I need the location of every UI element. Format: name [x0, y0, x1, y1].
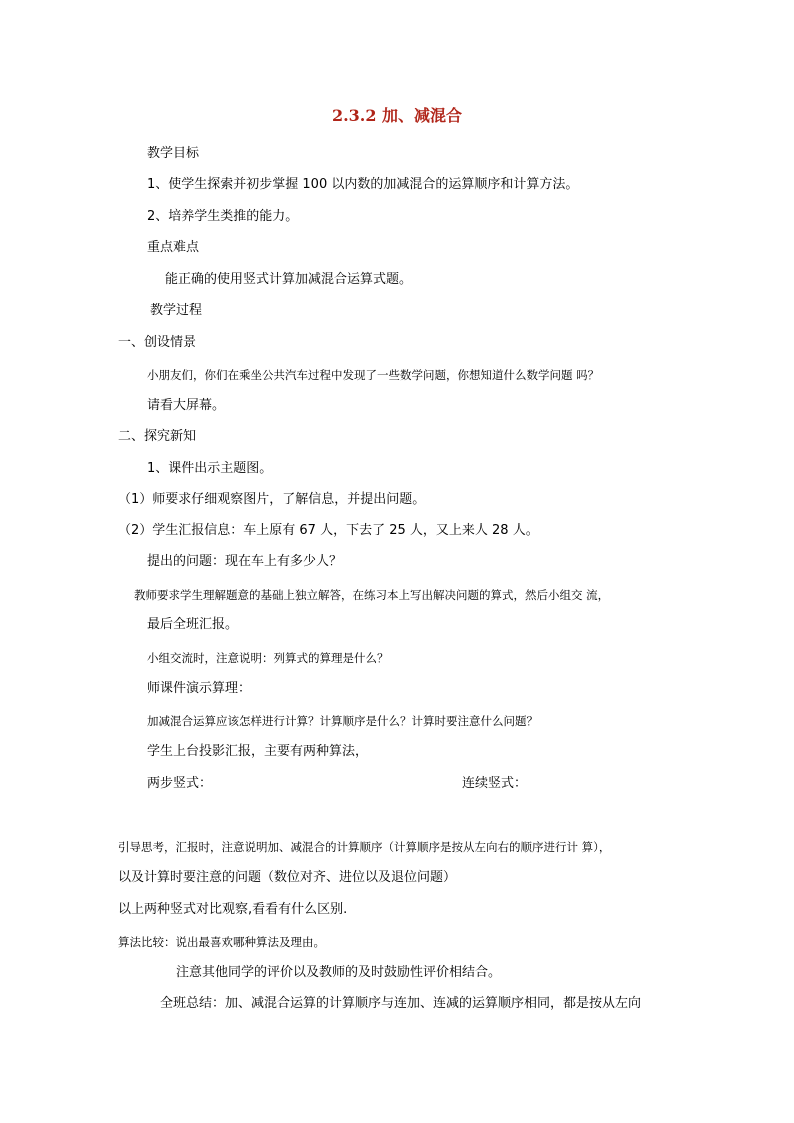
guide-thinking: 引导思考，汇报时，注意说明加、减混合的计算顺序（计算顺序是按从左向右的顺序进行计 算），: [118, 840, 611, 854]
section-2-heading: 二、探究新知: [118, 429, 197, 444]
continuous-vertical: 连续竖式：: [462, 776, 528, 791]
algorithm-compare: 算法比较：说出最喜欢哪种算法及理由。: [118, 935, 325, 949]
step-1-sub-1: （1）师要求仔细观察图片，了解信息，并提出问题。: [118, 492, 426, 507]
question-text: 提出的问题：现在车上有多少人？: [147, 554, 343, 569]
heading-teaching-goals: 教学目标: [147, 146, 200, 161]
document-title: 2.3.2 加、减混合: [331, 106, 463, 125]
intro-screen: 请看大屏幕。: [147, 398, 226, 413]
step-1-sub-2: （2）学生汇报信息：车上原有 67 人，下去了 25 人，又上来人 28 人。: [118, 523, 539, 538]
heading-key-points: 重点难点: [147, 240, 200, 255]
student-report: 学生上台投影汇报，主要有两种算法，: [147, 744, 369, 759]
class-report: 最后全班汇报。: [147, 617, 239, 632]
heading-teaching-process: 教学过程: [150, 303, 203, 318]
group-note: 小组交流时，注意说明：列算式的算理是什么？: [147, 651, 389, 665]
goal-2: 2、培养学生类推的能力。: [147, 209, 299, 224]
step-1: 1、课件出示主题图。: [147, 461, 273, 476]
teacher-instruction: 教师要求学生理解题意的基础上独立解答，在练习本上写出解决问题的算式，然后小组交 流，: [134, 588, 610, 602]
section-1-heading: 一、创设情景: [118, 335, 197, 350]
key-point-text: 能正确的使用竖式计算加减混合运算式题。: [165, 272, 413, 287]
attention-issues: 以及计算时要注意的问题（数位对齐、进位以及退位问题）: [118, 870, 457, 885]
evaluation-note: 注意其他同学的评价以及教师的及时鼓励性评价相结合。: [176, 965, 502, 980]
two-step-vertical: 两步竖式：: [147, 776, 213, 791]
intro-question: 小朋友们，你们在乘坐公共汽车过程中发现了一些数学问题，你想知道什么数学问题 吗？: [147, 368, 600, 382]
calc-questions: 加减混合运算应该怎样进行计算？计算顺序是什么？计算时要注意什么问题？: [147, 714, 538, 728]
compare-observe: 以上两种竖式对比观察,看看有什么区别.: [118, 902, 348, 917]
goal-1: 1、使学生探索并初步掌握 100 以内数的加减混合的运算顺序和计算方法。: [147, 177, 579, 192]
class-summary: 全班总结：加、减混合运算的计算顺序与连加、连减的运算顺序相同，都是按从左向: [160, 996, 642, 1011]
demo-reasoning: 师课件演示算理：: [147, 681, 252, 696]
